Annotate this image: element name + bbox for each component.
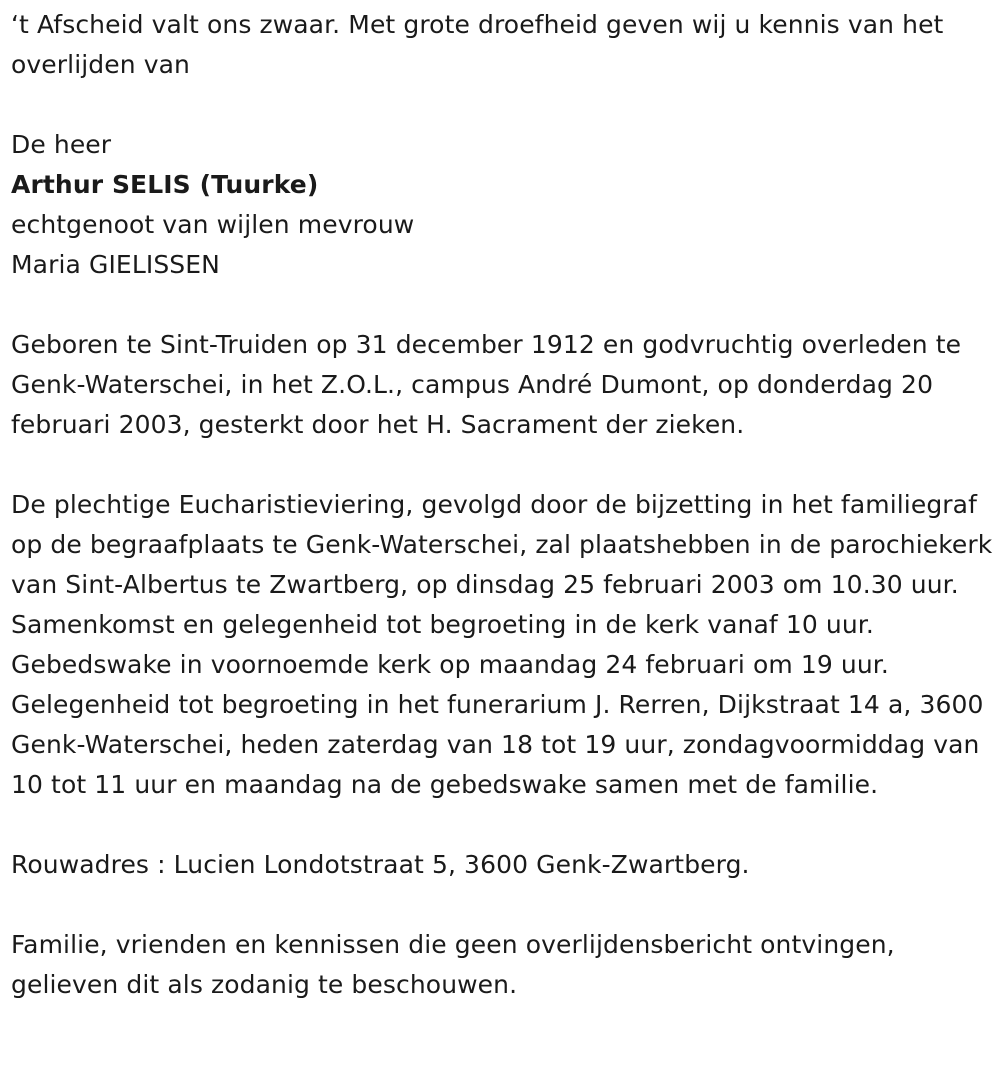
birth-death-paragraph: Geboren te Sint-Truiden op 31 december 1912 en godvruchtig overleden te Genk-Waterschei, in het Z.O.L., campus André Dumont, op donderdag 20 februari 2003, gesterkt door het H. Sacrament der zieken.: [11, 330, 962, 439]
spacer: [11, 445, 996, 485]
spacer: [11, 805, 996, 845]
ceremony-paragraph: De plechtige Eucharistieviering, gevolgd door de bijzetting in het familiegraf op de begraafplaats te Genk-Waterschei, zal plaatshebben in de parochiekerk van Sint-Albertus te Zwartberg, op dinsdag 25 februari 2003 om 10.30 uur. Samenkomst en gelegenheid tot begroeting in de kerk vanaf 10 uur. Gebedswake in voornoemde kerk op maandag 24 februari om 19 uur. Gelegenheid tot begroeting in het funerarium J. Rerren, Dijkstraat 14 a, 3600 Genk-Waterschei, heden zaterdag van 18 tot 19 uur, zondagvoormiddag van 10 tot 11 uur en maandag na de gebedswake samen met de familie.: [11, 490, 993, 799]
closing-paragraph: Familie, vrienden en kennissen die geen overlijdensbericht ontvingen, gelieven dit als zodanig te beschouwen.: [11, 930, 895, 999]
mourning-address: Rouwadres : Lucien Londotstraat 5, 3600 Genk-Zwartberg.: [11, 850, 750, 879]
relation-line: echtgenoot van wijlen mevrouw: [11, 210, 415, 239]
salutation: De heer: [11, 130, 112, 159]
intro-paragraph: ‘t Afscheid valt ons zwaar. Met grote droefheid geven wij u kennis van het overlijden van: [11, 10, 944, 79]
spouse-name: Maria GIELISSEN: [11, 250, 220, 279]
deceased-name: Arthur SELIS (Tuurke): [11, 170, 319, 199]
obituary-notice: [11, 5, 996, 1005]
spacer: [11, 885, 996, 925]
spacer: [11, 85, 996, 125]
spacer: [11, 285, 996, 325]
